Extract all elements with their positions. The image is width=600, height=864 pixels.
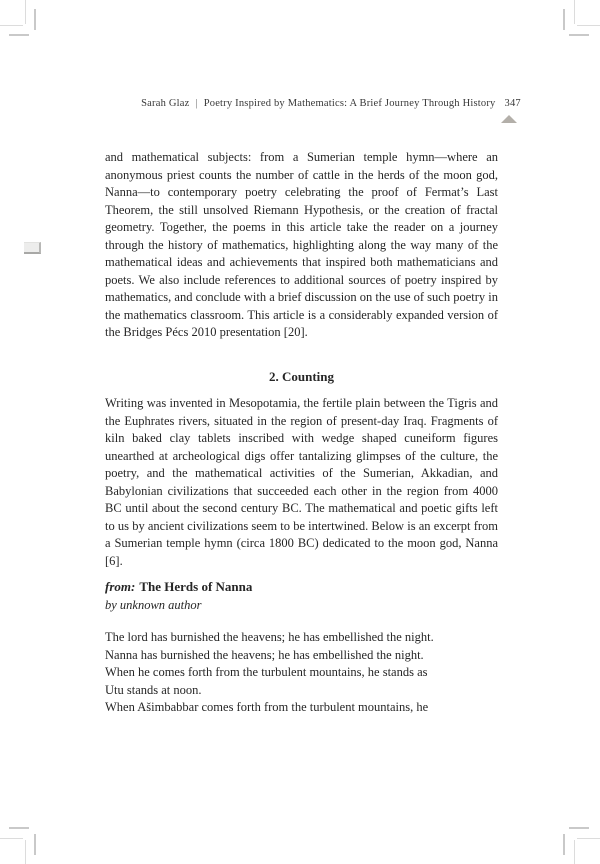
- poem-excerpt: [105, 629, 498, 717]
- poem-line: Nanna has burnished the heavens; he has embellished the night.: [105, 647, 424, 662]
- poem-title-line: [105, 578, 498, 596]
- poem-header: [105, 578, 498, 614]
- paragraph-intro: and mathematical subjects: from a Sumerian temple hymn—where an anonymous priest counts the number of cattle in the herds of the moon god, Nanna—to contemporary poetry celebrating the proof of Fermat’s Last Theorem, the still unsolved Riemann Hypothesis, or the creation of fractal geometry. Together, the poems in this article take the reader on a journey through the history of mathematics, highlighting along the way many of the mathematical ideas and achievements that inspired both mathematicians and poets. We also include references to additional sources of poetry inspired by mathematics, and conclude with a brief discussion on the use of such poetry in the mathematics classroom. This article is a considerably expanded version of the Bridges Pécs 2010 presentation [20].: [105, 150, 498, 339]
- poem-line: When he comes forth from the turbulent mountains, he stands as: [105, 665, 428, 679]
- running-head-title: Poetry Inspired by Mathematics: A Brief Journey Through History: [203, 98, 496, 109]
- section-heading: 2. Counting: [268, 369, 335, 384]
- paragraph-counting: Writing was invented in Mesopotamia, the fertile plain between the Tigris and the Euphrates rivers, situated in the region of present-day Iraq. Fragments of kiln baked clay tablets inscribed with wedge shaped cuneiform figures unearthed at archeological digs offer tantalizing glimpses of the culture, the poetry, and the mathematical activities of the Sumerian, Akkadian, and Babylonian civilizations that succeeded each other in the region from 4000 BC until about the second century BC. The mathematical and poetic gifts left to us by ancient civilizations seem to be intertwined. Below is an excerpt from a Sumerian temple hymn (circa 1800 BC) dedicated to the moon god, Nanna [6].: [105, 396, 498, 568]
- poem-from-label: from:: [105, 579, 136, 594]
- poem-byline: by unknown author: [105, 598, 202, 612]
- running-head-author: Sarah Glaz: [141, 98, 190, 109]
- running-head-separator: |: [195, 98, 198, 109]
- poem-line: Utu stands at noon.: [105, 682, 202, 697]
- poem-line: The lord has burnished the heavens; he has embellished the night.: [105, 630, 434, 644]
- poem-title: The Herds of Nanna: [139, 579, 253, 594]
- poem-line: When Ašimbabbar comes forth from the turbulent mountains, he: [105, 700, 429, 714]
- up-triangle-icon: [501, 115, 517, 123]
- running-head: [0, 98, 600, 109]
- page-number: 347: [504, 98, 521, 109]
- page-curl-artifact: [24, 242, 41, 254]
